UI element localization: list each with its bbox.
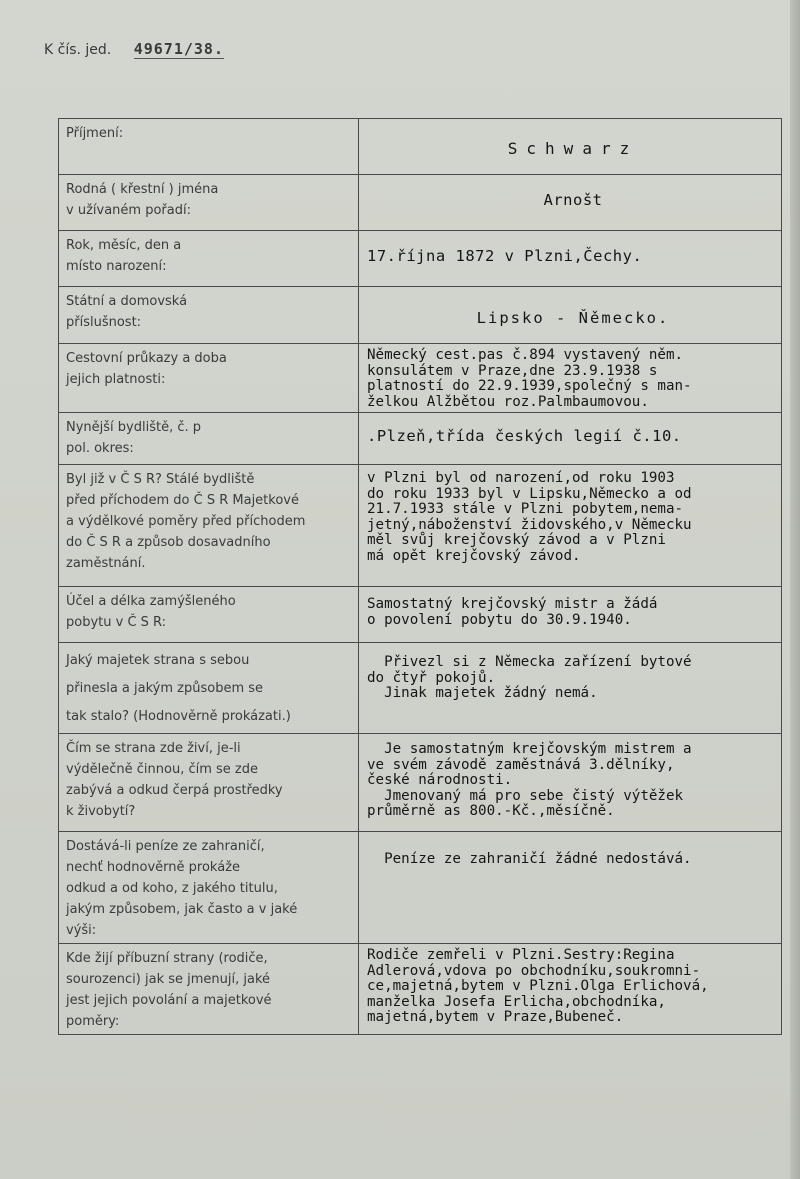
form-row-birth — [59, 231, 782, 287]
field-value-citizenship: Lipsko - Ňěmecko. — [359, 287, 782, 344]
form-row-purpose — [59, 587, 782, 643]
field-label-livelihood: Čím se strana zde živí, je-li výdělečně činnou, čím se zde zabývá a odkud čerpá prostředky k živobytí? — [59, 734, 359, 832]
form-row-relatives — [59, 944, 782, 1035]
form-row-property — [59, 643, 782, 734]
field-value-surname: Schwarz — [359, 119, 782, 175]
field-label-surname: Příjmení: — [59, 119, 359, 175]
field-value-livelihood: Je samostatným krejčovským mistrem a ve svém závodě zaměstnává 3.dělníky, české národnosti. Jmenovaný má pro sebe čistý výtěžek průměrně as 800.-Kč.,měsíčně. — [359, 734, 782, 832]
reference-label: K čís. jed. — [44, 42, 112, 58]
form-row-livelihood — [59, 734, 782, 832]
field-label-purpose: Účel a délka zamýšleného pobytu v Č S R: — [59, 587, 359, 643]
field-label-residence: Nynější bydliště, č. p pol. okres: — [59, 413, 359, 465]
form-row-surname — [59, 119, 782, 175]
form-row-residence — [59, 413, 782, 465]
reference-number: 49671/38. — [133, 40, 224, 58]
field-label-foreign-money: Dostává-li peníze ze zahraničí, nechť hodnověrně prokáže odkud a od koho, z jakého titulu, jakým způsobem, jak často a v jaké výši: — [59, 832, 359, 944]
field-value-purpose: Samostatný krejčovský mistr a žádá o povolení pobytu do 30.9.1940. — [359, 587, 782, 643]
field-label-property: Jaký majetek strana s sebou přinesla a jakým způsobem se tak stalo? (Hodnověrně prokázati.) — [59, 643, 359, 734]
field-value-birth: 17.října 1872 v Plzni,Čechy. — [359, 231, 782, 287]
field-value-passports: Německý cest.pas č.894 vystavený něm. konsulátem v Praze,dne 23.9.1938 s platností do 22.9.1939,společný s man- želkou Alžbětou roz.Palmbaumovou. — [359, 344, 782, 413]
field-value-residence: .Plzeň,třída českých legií č.10. — [359, 413, 782, 465]
field-label-previous-stay: Byl již v Č S R? Stálé bydliště před příchodem do Č S R Majetkové a výdělkové poměry před příchodem do Č S R a způsob dosavadního zaměstnání. — [59, 465, 359, 587]
field-value-foreign-money: Peníze ze zahraničí žádné nedostává. — [359, 832, 782, 944]
field-value-property: Přivezl si z Německa zařízení bytové do čtyř pokojů. Jinak majetek žádný nemá. — [359, 643, 782, 734]
field-value-previous-stay: v Plzni byl od narození,od roku 1903 do roku 1933 byl v Lipsku,Německo a od 21.7.1933 stále v Plzni pobytem,nema- jetný,náboženství židovského,v Německu měl svůj krejčovský závod a v Plzni má opět krejčovský závod. — [359, 465, 782, 587]
form-row-foreign-money — [59, 832, 782, 944]
field-label-birth: Rok, měsíc, den a místo narození: — [59, 231, 359, 287]
form-row-citizenship — [59, 287, 782, 344]
field-value-relatives: Rodiče zemřeli v Plzni.Sestry:Regina Adlerová,vdova po obchodníku,soukromni- ce,majetná,bytem v Plzni.Olga Erlichová, manželka Josefa Erlicha,obchodníka, majetná,bytem v Praze,Bubeneč. — [359, 944, 782, 1035]
field-value-given-names: Arnošt — [359, 175, 782, 231]
page-edge — [790, 0, 800, 1179]
form-row-passports — [59, 344, 782, 413]
field-label-relatives: Kde žijí příbuzní strany (rodiče, sourozenci) jak se jmenují, jaké jest jejich povolání a majetkové poměry: — [59, 944, 359, 1035]
form-row-given-names — [59, 175, 782, 231]
field-label-passports: Cestovní průkazy a doba jejich platnosti: — [59, 344, 359, 413]
personal-record-form — [58, 118, 782, 1035]
reference-line — [44, 40, 224, 58]
field-label-citizenship: Státní a domovská příslušnost: — [59, 287, 359, 344]
form-row-previous-stay — [59, 465, 782, 587]
field-label-given-names: Rodná ( křestní ) jména v užívaném pořadí: — [59, 175, 359, 231]
